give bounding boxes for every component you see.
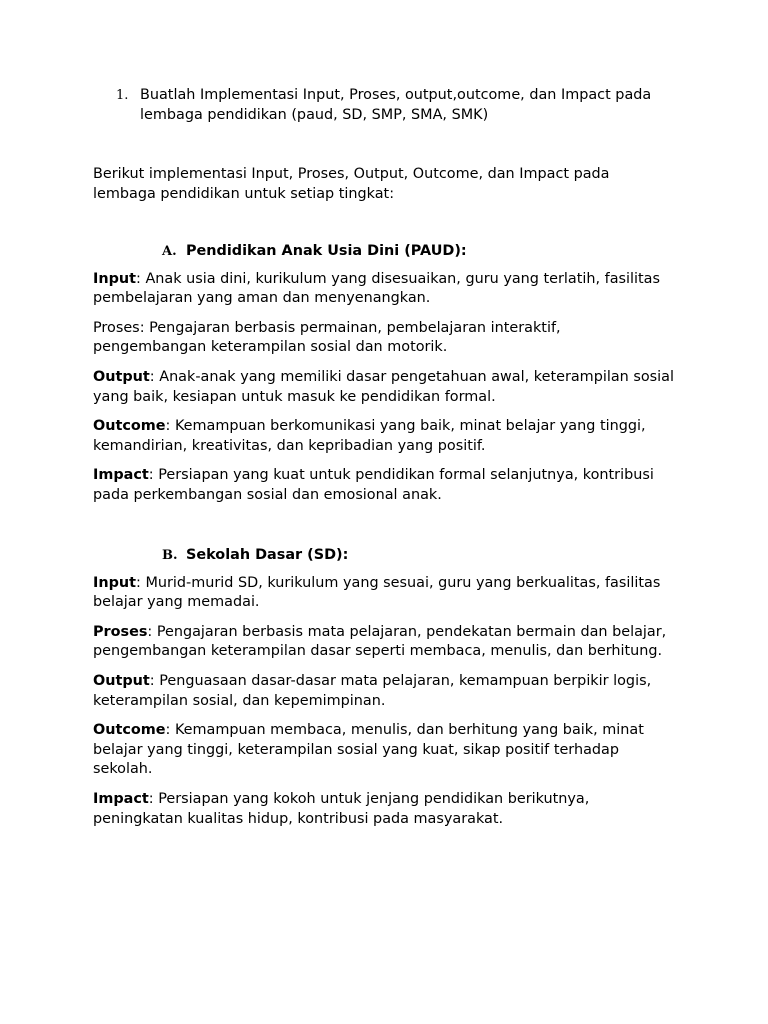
paragraph-output xyxy=(93,368,678,407)
paragraph-impact xyxy=(93,466,678,505)
term-description: : Pengajaran berbasis permainan, pembelajaran interaktif, pengembangan keterampilan sosial dan motorik. xyxy=(93,319,561,356)
term-description: : Persiapan yang kokoh untuk jenjang pendidikan berikutnya, peningkatan kualitas hidup, kontribusi pada masyarakat. xyxy=(93,790,590,827)
paragraph-proses xyxy=(93,319,678,358)
term-label: Impact xyxy=(93,790,149,807)
term-label: Input xyxy=(93,270,137,287)
section-letter: A. xyxy=(162,244,177,259)
term-description: : Kemampuan berkomunikasi yang baik, minat belajar yang tinggi, kemandirian, kreativitas, dan kepribadian yang positif. xyxy=(93,418,646,454)
paragraph-proses xyxy=(93,623,678,662)
question-number: 1. xyxy=(116,88,129,103)
term-description: : Anak-anak yang memiliki dasar pengetahuan awal, keterampilan sosial yang baik, kesiapan untuk masuk ke pendidikan formal. xyxy=(93,368,674,405)
term-label: Impact xyxy=(93,467,149,484)
section-paud xyxy=(93,242,678,516)
term-description: : Persiapan yang kuat untuk pendidikan formal selanjutnya, kontribusi pada perkembangan sosial dan emosional anak. xyxy=(93,467,654,503)
section-title: Pendidikan Anak Usia Dini (PAUD): xyxy=(186,243,467,259)
paragraph-outcome xyxy=(93,721,678,780)
intro-paragraph: Berikut implementasi Input, Proses, Output, Outcome, dan Impact pada lembaga pendidikan untuk setiap tingkat: xyxy=(93,166,610,202)
term-label: Output xyxy=(93,368,150,385)
section-sd xyxy=(93,546,678,839)
paragraph-impact xyxy=(93,790,678,829)
paragraph-input xyxy=(93,270,678,309)
paragraph-output xyxy=(93,672,678,711)
term-description: : Pengajaran berbasis mata pelajaran, pendekatan bermain dan belajar, pengembangan keterampilan dasar seperti membaca, menulis, dan berhitung. xyxy=(93,623,667,660)
question-item xyxy=(116,86,676,125)
term-description: : Kemampuan membaca, menulis, dan berhitung yang baik, minat belajar yang tinggi, keterampilan sosial yang kuat, sikap positif terhadap sekolah. xyxy=(93,722,644,778)
term-description: : Penguasaan dasar-dasar mata pelajaran, kemampuan berpikir logis, keterampilan sosial, dan kepemimpinan. xyxy=(93,672,652,709)
term-description: : Anak usia dini, kurikulum yang disesuaikan, guru yang terlatih, fasilitas pembelajaran yang aman dan menyenangkan. xyxy=(93,270,660,307)
paragraph-outcome xyxy=(93,417,678,456)
section-heading xyxy=(93,546,678,566)
term-label: Proses xyxy=(93,319,140,336)
paragraph-input xyxy=(93,574,678,613)
term-label: Outcome xyxy=(93,722,166,739)
term-description: : Murid-murid SD, kurikulum yang sesuai, guru yang berkualitas, fasilitas belajar yang memadai. xyxy=(93,574,661,611)
section-title: Sekolah Dasar (SD): xyxy=(186,547,349,563)
term-label: Output xyxy=(93,672,150,689)
term-label: Input xyxy=(93,574,137,591)
term-label: Outcome xyxy=(93,418,166,435)
question-text: Buatlah Implementasi Input, Proses, output,outcome, dan Impact pada lembaga pendidikan (paud, SD, SMP, SMA, SMK) xyxy=(140,87,652,123)
term-label: Proses xyxy=(93,623,148,640)
section-letter: B. xyxy=(162,548,178,563)
section-heading xyxy=(93,242,678,262)
